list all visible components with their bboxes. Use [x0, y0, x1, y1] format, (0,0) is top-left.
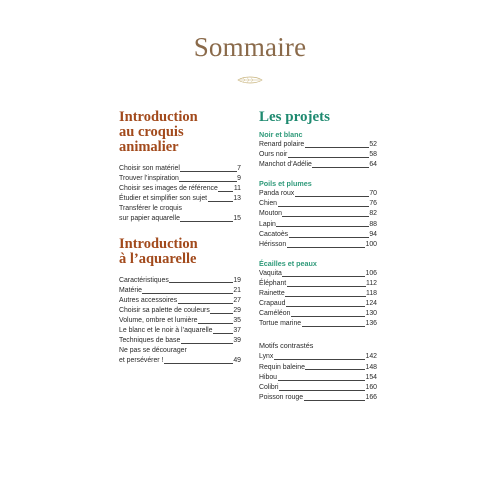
entry-label: Manchot d’Adélie: [259, 161, 312, 169]
entry-label: Volume, ombre et lumière: [119, 316, 198, 324]
entry-label: Le blanc et le noir à l’aquarelle: [119, 327, 213, 335]
dot-leader: [180, 171, 236, 172]
entry-page: 15: [233, 215, 241, 223]
entry-label: Caractéristiques: [119, 276, 169, 284]
left-column: [119, 110, 241, 366]
toc-entry[interactable]: [259, 319, 377, 329]
entry-page: 148: [365, 363, 377, 371]
dot-leader: [213, 333, 233, 334]
entry-page: 35: [233, 316, 241, 324]
toc-entry[interactable]: [259, 140, 377, 150]
dot-leader: [278, 206, 369, 207]
entry-label: Panda roux: [259, 190, 295, 198]
toc-entry[interactable]: [119, 204, 241, 224]
dot-leader: [286, 306, 365, 307]
entry-label: Matérie: [119, 286, 142, 294]
toc-entry[interactable]: [119, 326, 241, 336]
entry-page: 37: [233, 327, 241, 335]
entry-page: 142: [365, 353, 377, 361]
entry-page: 154: [365, 373, 377, 381]
dot-leader: [312, 167, 368, 168]
dot-leader: [198, 323, 233, 324]
toc-list-motifs-contrastes: [259, 352, 377, 402]
entry-label: Rainette: [259, 290, 285, 298]
entry-page: 82: [369, 210, 377, 218]
entry-label: Chien: [259, 200, 278, 208]
dot-leader: [142, 293, 232, 294]
dot-leader: [208, 201, 233, 202]
entry-page: 13: [233, 195, 241, 203]
section-title-line: au croquis animalier: [119, 124, 184, 155]
toc-list-poils-plumes: [259, 189, 377, 250]
dot-leader: [302, 326, 365, 327]
entry-page: 166: [365, 393, 377, 401]
entry-page: 29: [233, 306, 241, 314]
entry-page: 130: [365, 310, 377, 318]
dot-leader: [279, 390, 365, 391]
toc-entry[interactable]: [119, 346, 241, 366]
section-title-aquarelle: [119, 237, 241, 267]
toc-entry[interactable]: [259, 240, 377, 250]
dot-leader: [304, 400, 365, 401]
entry-page: 9: [237, 175, 241, 183]
dot-leader: [282, 216, 368, 217]
toc-list-aquarelle: [119, 276, 241, 367]
entry-page: 118: [366, 290, 377, 298]
dot-leader: [287, 247, 365, 248]
entry-label: Éléphant: [259, 279, 287, 287]
entry-page: 112: [366, 279, 377, 287]
entry-label: Choisir sa palette de couleurs: [119, 306, 210, 314]
section-title-line: Introduction: [119, 109, 198, 125]
entry-label: Vaquita: [259, 269, 282, 277]
toc-entry[interactable]: [259, 279, 377, 289]
toc-entry[interactable]: [259, 393, 377, 403]
entry-label: Hérisson: [259, 240, 287, 248]
entry-label: Ours noir: [259, 151, 288, 159]
group-heading-noir-blanc: Noir et blanc: [259, 130, 303, 139]
entry-label: Étudier et simplifier son sujet: [119, 195, 208, 203]
entry-label: Lapin: [259, 220, 276, 228]
right-column: [259, 110, 377, 403]
entry-label: Caméléon: [259, 310, 291, 318]
dot-leader: [210, 313, 233, 314]
entry-label: Autres accessoires: [119, 296, 178, 304]
entry-page: 94: [369, 230, 377, 238]
entry-page: 19: [233, 276, 241, 284]
toc-entry[interactable]: [119, 316, 241, 326]
entry-label: et persévérer !: [119, 357, 164, 365]
group-heading-poils-plumes: Poils et plumes: [259, 179, 312, 189]
entry-page: 64: [369, 161, 377, 169]
entry-page: 106: [365, 269, 377, 277]
toc-entry[interactable]: [119, 164, 241, 174]
toc-entry[interactable]: [259, 150, 377, 160]
dot-leader: [295, 196, 369, 197]
leaf-ornament-icon: [236, 75, 264, 85]
entry-label: Lynx: [259, 353, 274, 361]
toc-entry[interactable]: [259, 160, 377, 170]
toc-entry[interactable]: [259, 230, 377, 240]
dot-leader: [305, 369, 365, 370]
toc-entry[interactable]: [119, 194, 241, 204]
dot-leader: [169, 282, 233, 283]
entry-page: 124: [365, 300, 377, 308]
group-heading-motifs-contrastes: Motifs contrastés: [259, 341, 314, 351]
toc-entry[interactable]: [119, 336, 241, 346]
toc-list-ecailles-peaux: [259, 269, 377, 330]
entry-label: Colibri: [259, 383, 279, 391]
entry-label: Poisson rouge: [259, 393, 304, 401]
entry-label: Choisir son matériel: [119, 165, 180, 172]
toc-entry[interactable]: [259, 363, 377, 373]
dot-leader: [278, 380, 365, 381]
entry-label: Tortue marine: [259, 320, 302, 328]
toc-entry[interactable]: [119, 286, 241, 296]
dot-leader: [288, 157, 369, 158]
entry-label: Trouver l’inspiration: [119, 175, 179, 183]
dot-leader: [305, 147, 369, 148]
section-title-croquis: [119, 110, 241, 155]
group-heading-ecailles-peaux: Écailles et peaux: [259, 258, 317, 268]
entry-page: 49: [233, 357, 241, 365]
entry-page: 160: [365, 383, 377, 391]
toc-entry[interactable]: [259, 220, 377, 230]
toc-list-noir-blanc: [259, 140, 377, 170]
dot-leader: [180, 221, 232, 222]
dot-leader: [289, 237, 369, 238]
dot-leader: [178, 303, 233, 304]
entry-page: 100: [365, 240, 377, 248]
entry-page: 88: [369, 220, 377, 228]
dot-leader: [164, 363, 233, 364]
toc-entry[interactable]: [259, 309, 377, 319]
entry-page: 136: [365, 320, 377, 328]
section-title-line: Introduction: [119, 235, 198, 252]
entry-label: Cacatoès: [259, 230, 289, 238]
entry-page: 76: [369, 200, 377, 208]
toc-entry[interactable]: [259, 189, 377, 199]
entry-label: Choisir ses images de référence: [119, 185, 218, 193]
toc-entry[interactable]: [259, 269, 377, 279]
dot-leader: [181, 343, 233, 344]
entry-page: 27: [233, 296, 241, 304]
entry-page: 39: [233, 337, 241, 345]
entry-page: 21: [233, 286, 241, 294]
entry-label: sur papier aquarelle: [119, 215, 180, 223]
dot-leader: [276, 226, 368, 227]
dot-leader: [291, 316, 365, 317]
section-title-line: à l’aquarelle: [119, 250, 197, 267]
entry-label: Techniques de base: [119, 337, 181, 345]
entry-page: 58: [369, 151, 377, 159]
toc-entry[interactable]: [259, 209, 377, 219]
entry-label: Mouton: [259, 210, 282, 218]
section-title-projets: Les projets: [259, 109, 330, 125]
entry-page: 7: [237, 165, 241, 172]
toc-entry[interactable]: [119, 296, 241, 306]
entry-label: Renard polaire: [259, 141, 305, 148]
toc-list-croquis: [119, 164, 241, 225]
toc-entry[interactable]: [259, 199, 377, 209]
toc-entry[interactable]: [259, 373, 377, 383]
dot-leader: [274, 359, 365, 360]
dot-leader: [179, 181, 236, 182]
toc-entry[interactable]: [119, 184, 241, 194]
entry-label: Hibou: [259, 373, 278, 381]
entry-label: Requin baleine: [259, 363, 305, 371]
page-title: Sommaire: [193, 32, 307, 62]
entry-page: 11: [233, 185, 241, 193]
dot-leader: [287, 286, 366, 287]
toc-entry[interactable]: [119, 174, 241, 184]
dot-leader: [285, 296, 365, 297]
dot-leader: [282, 276, 365, 277]
toc-entry[interactable]: [259, 352, 377, 362]
entry-label: Crapaud: [259, 300, 286, 308]
toc-entry[interactable]: [119, 276, 241, 286]
entry-page: 70: [369, 190, 377, 198]
toc-entry[interactable]: [259, 299, 377, 309]
entry-label-first-line: Ne pas se décourager: [119, 347, 187, 355]
toc-entry[interactable]: [259, 383, 377, 393]
toc-entry[interactable]: [119, 306, 241, 316]
entry-page: 52: [369, 141, 377, 148]
entry-label-first-line: Transférer le croquis: [119, 205, 182, 213]
toc-entry[interactable]: [259, 289, 377, 299]
dot-leader: [218, 191, 233, 192]
